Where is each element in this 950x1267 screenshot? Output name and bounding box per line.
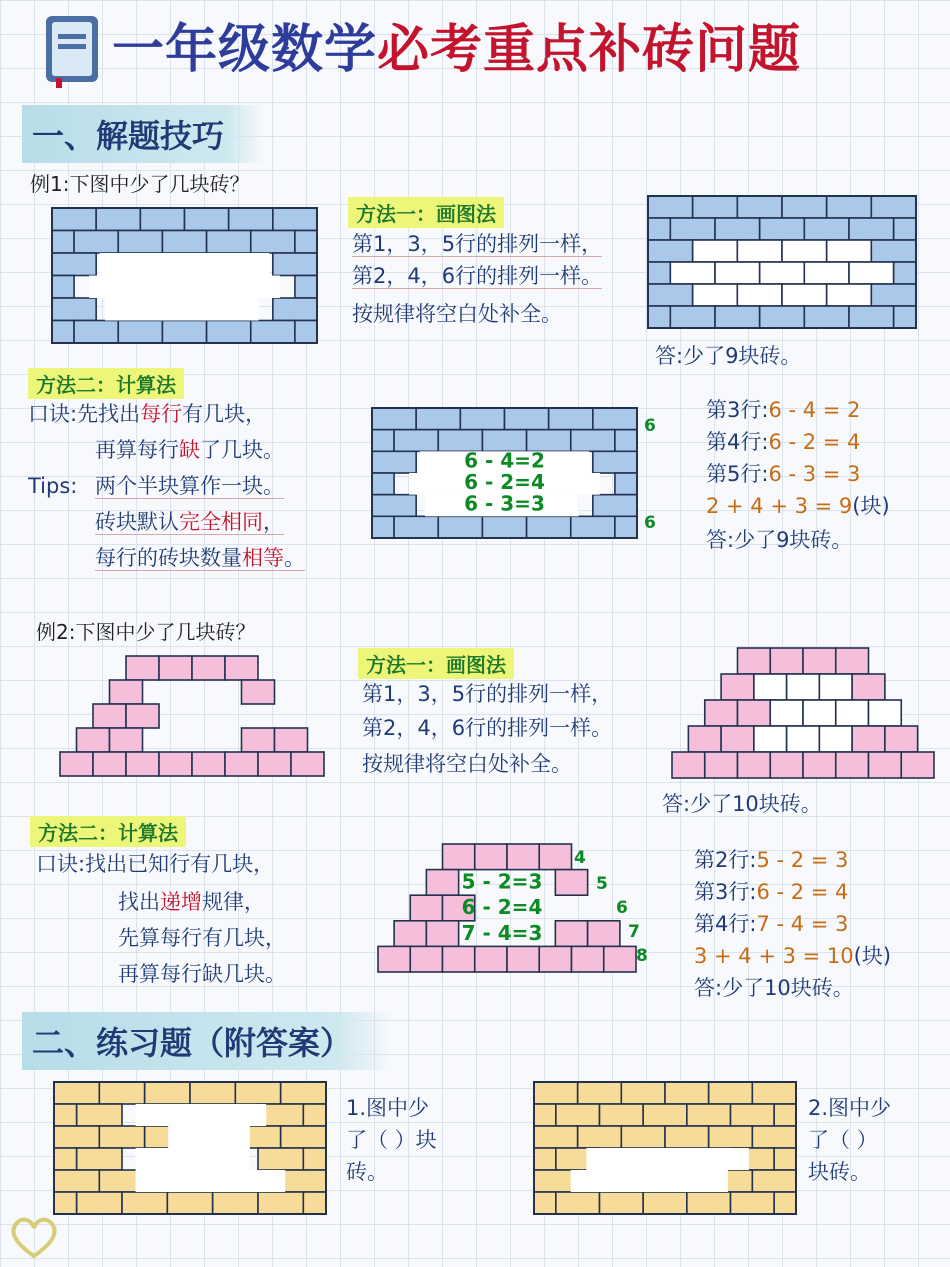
- brick: [804, 306, 849, 328]
- brick: [507, 946, 539, 972]
- brick: [303, 1148, 326, 1170]
- brick: [110, 680, 143, 704]
- practice-1-line-1: 1.图中少: [346, 1096, 430, 1120]
- brick: [621, 1126, 665, 1148]
- brick: [600, 1192, 644, 1214]
- ex2-rule-2: 找出递增规律，: [118, 890, 265, 914]
- ex2-rule-3: 先算每行有几块，: [118, 926, 286, 950]
- brick: [410, 946, 442, 972]
- brick: [258, 1148, 303, 1170]
- example-2-calc-wall: [378, 844, 636, 972]
- brick: [185, 208, 229, 231]
- filled-brick: [737, 240, 782, 262]
- brick: [190, 1082, 235, 1104]
- ex2-calc-2: 第3行:6 - 2 = 4: [694, 880, 849, 904]
- brick: [869, 752, 902, 778]
- brick: [460, 408, 504, 430]
- brick: [555, 870, 587, 896]
- brick: [705, 700, 738, 726]
- brick: [426, 870, 458, 896]
- brick: [672, 752, 705, 778]
- heart-icon: [4, 1212, 64, 1262]
- filled-brick: [836, 700, 869, 726]
- ex1-tip-3: 每行的砖块数量相等。: [95, 546, 305, 570]
- brick: [827, 196, 872, 218]
- brick: [54, 1104, 77, 1126]
- brick: [534, 1126, 578, 1148]
- title-part-2: 必考重点补砖问题: [377, 20, 802, 80]
- brick: [54, 1126, 99, 1148]
- ex2-diagram-equation: 7 - 4=3: [461, 920, 543, 945]
- ex1-diagram-equation: 6 - 2=4: [464, 470, 545, 494]
- brick: [665, 1082, 709, 1104]
- ex1-calc-4: 2 + 4 + 3 = 9(块): [706, 494, 890, 518]
- brick: [372, 430, 394, 452]
- brick: [273, 208, 317, 231]
- brick: [534, 1082, 578, 1104]
- ex1-method2-answer: 答:少了9块砖。: [706, 528, 853, 552]
- brick: [593, 408, 637, 430]
- page-title: [112, 18, 801, 82]
- ex1-rule-2: 再算每行缺了几块。: [95, 438, 284, 462]
- brick: [77, 1192, 122, 1214]
- brick: [52, 321, 74, 344]
- ex2-method2-label: 方法二：计算法: [30, 816, 186, 847]
- brick: [242, 680, 275, 704]
- practice-2-line-1: 2.图中少: [808, 1096, 892, 1120]
- brick: [159, 752, 192, 776]
- brick: [475, 844, 507, 870]
- brick: [715, 306, 760, 328]
- brick: [588, 921, 620, 947]
- example-1-wall: [52, 208, 317, 343]
- brick: [693, 196, 738, 218]
- filled-brick: [715, 262, 760, 284]
- ex1-method1-line-1: [352, 230, 602, 258]
- filled-brick: [693, 284, 738, 306]
- brick: [122, 1192, 167, 1214]
- brick: [715, 218, 760, 240]
- example-1-calc-wall: [372, 408, 637, 538]
- brick: [770, 648, 803, 674]
- brick: [721, 674, 754, 700]
- brick: [871, 284, 916, 306]
- brick: [549, 408, 593, 430]
- ex2-side-number-1: 4: [574, 848, 586, 868]
- brick: [578, 1082, 622, 1104]
- filled-brick: [827, 284, 872, 306]
- brick: [242, 728, 275, 752]
- brick: [251, 321, 295, 344]
- example-2-question: 例2:下图中少了几块砖？: [36, 620, 256, 644]
- wall-hole: [586, 1148, 748, 1170]
- brick: [443, 946, 475, 972]
- brick: [615, 430, 637, 452]
- brick: [295, 321, 317, 344]
- filled-brick: [819, 726, 852, 752]
- brick: [378, 946, 410, 972]
- brick: [295, 276, 317, 299]
- brick: [77, 728, 110, 752]
- ex2-rule-4: 再算每行缺几块。: [118, 962, 286, 986]
- ex2-diagram-equation: 5 - 2=3: [461, 869, 543, 894]
- brick: [852, 674, 885, 700]
- brick: [192, 656, 225, 680]
- brick: [372, 516, 394, 538]
- brick: [207, 321, 251, 344]
- brick: [140, 208, 184, 231]
- brick: [372, 408, 416, 430]
- brick: [901, 752, 934, 778]
- brick: [394, 516, 438, 538]
- wall-hole: [136, 1104, 267, 1126]
- ex1-side-number-bottom: 6: [644, 513, 656, 533]
- brick: [709, 1082, 753, 1104]
- brick: [571, 516, 615, 538]
- ex2-method1-line-1: 第1，3，5行的排列一样，: [362, 682, 613, 706]
- filled-brick: [804, 262, 849, 284]
- brick: [394, 430, 438, 452]
- brick: [752, 1170, 796, 1192]
- brick: [225, 752, 258, 776]
- brick: [709, 1126, 753, 1148]
- brick: [295, 231, 317, 254]
- brick: [670, 218, 715, 240]
- filled-brick: [803, 700, 836, 726]
- brick: [110, 728, 143, 752]
- title-part-1: 一年级数学: [112, 20, 378, 80]
- brick: [60, 752, 93, 776]
- brick: [507, 844, 539, 870]
- brick: [752, 1126, 796, 1148]
- brick: [731, 1104, 775, 1126]
- ex1-method1-label: 方法一：画图法: [348, 197, 504, 228]
- filled-brick: [770, 700, 803, 726]
- brick: [291, 752, 324, 776]
- section-2-heading: 二、练习题（附答案）: [22, 1012, 392, 1070]
- ex2-method1-label: 方法一：画图法: [358, 648, 514, 679]
- brick: [192, 752, 225, 776]
- section-1-heading: 一、解题技巧: [22, 105, 264, 163]
- wall-hole: [136, 1170, 286, 1192]
- example-2-filled-wall: [672, 648, 934, 778]
- filled-brick: [670, 262, 715, 284]
- brick: [760, 218, 805, 240]
- brick: [303, 1192, 326, 1214]
- ex1-side-number-top: 6: [644, 416, 656, 436]
- brick: [273, 298, 317, 321]
- brick: [126, 704, 159, 728]
- brick: [572, 946, 604, 972]
- ex2-calc-1: 第2行:5 - 2 = 3: [694, 848, 849, 872]
- brick: [534, 1148, 556, 1170]
- brick: [738, 700, 771, 726]
- brick: [836, 648, 869, 674]
- brick: [372, 451, 416, 473]
- ex1-method1-text-2: 第2，4，6行的排列一样。: [352, 264, 603, 288]
- brick: [731, 1192, 775, 1214]
- ex2-side-number-3: 6: [616, 898, 628, 918]
- brick: [77, 1104, 122, 1126]
- brick: [251, 231, 295, 254]
- brick: [804, 218, 849, 240]
- brick: [126, 752, 159, 776]
- brick: [539, 946, 571, 972]
- brick: [54, 1148, 77, 1170]
- ex1-diagram-equation: 6 - 3=3: [464, 491, 545, 516]
- ex2-side-number-2: 5: [596, 874, 608, 894]
- ex1-tips-label: Tips:: [28, 474, 78, 498]
- brick: [162, 231, 206, 254]
- ex1-method1-text-1: 第1，3，5行的排列一样，: [352, 232, 603, 256]
- ex1-tip-2: 砖块默认完全相同，: [95, 510, 284, 534]
- brick: [281, 1170, 326, 1192]
- brick: [688, 726, 721, 752]
- practice-1-text: [346, 1092, 437, 1188]
- brick: [648, 218, 670, 240]
- brick: [54, 1192, 77, 1214]
- brick: [738, 648, 771, 674]
- wall-hole: [100, 253, 270, 276]
- brick: [54, 1082, 99, 1104]
- brick: [126, 656, 159, 680]
- ex2-diagram-equation: 6 - 2=4: [461, 895, 543, 920]
- brick: [774, 1148, 796, 1170]
- wall-hole: [89, 276, 280, 299]
- brick: [118, 231, 162, 254]
- brick: [600, 1104, 644, 1126]
- brick: [836, 752, 869, 778]
- filled-brick: [737, 284, 782, 306]
- brick: [475, 946, 507, 972]
- ex2-rule-1: 口诀:找出已知行有几块，: [36, 852, 275, 876]
- brick: [225, 656, 258, 680]
- brick: [281, 1126, 326, 1148]
- ex2-side-number-4: 7: [628, 922, 640, 942]
- brick: [229, 208, 273, 231]
- brick: [99, 1126, 144, 1148]
- brick: [687, 1104, 731, 1126]
- brick: [281, 1082, 326, 1104]
- brick: [258, 752, 291, 776]
- brick: [885, 726, 918, 752]
- brick: [871, 196, 916, 218]
- brick: [556, 1192, 600, 1214]
- brick: [803, 752, 836, 778]
- brick: [803, 648, 836, 674]
- brick: [852, 726, 885, 752]
- ex1-diagram-equation: 6 - 4=2: [464, 448, 545, 473]
- brick: [571, 430, 615, 452]
- notebook-icon: [42, 12, 104, 90]
- ex2-method1-line-3: 按规律将空白处补全。: [362, 752, 572, 776]
- brick: [774, 1104, 796, 1126]
- brick: [593, 451, 637, 473]
- ex1-method2-label: 方法二：计算法: [28, 368, 184, 399]
- brick: [534, 1104, 556, 1126]
- brick: [760, 306, 805, 328]
- brick: [752, 1082, 796, 1104]
- brick: [52, 253, 96, 276]
- brick: [235, 1082, 280, 1104]
- filled-brick: [787, 726, 820, 752]
- brick: [145, 1082, 190, 1104]
- brick: [74, 231, 118, 254]
- brick: [737, 196, 782, 218]
- ex2-calc-4: 3 + 4 + 3 = 10(块): [694, 944, 892, 968]
- wall-hole: [571, 1170, 728, 1192]
- brick: [118, 321, 162, 344]
- brick: [52, 298, 96, 321]
- filled-brick: [819, 674, 852, 700]
- brick: [426, 921, 458, 947]
- brick: [643, 1104, 687, 1126]
- brick: [721, 726, 754, 752]
- brick: [52, 208, 96, 231]
- practice-2-line-2: 了（ ）: [808, 1128, 878, 1152]
- brick: [96, 208, 140, 231]
- brick: [615, 516, 637, 538]
- brick: [849, 218, 894, 240]
- ex2-method1-answer: 答:少了10块砖。: [662, 792, 822, 816]
- filled-brick: [869, 700, 902, 726]
- brick: [482, 516, 526, 538]
- filled-brick: [849, 262, 894, 284]
- brick: [782, 196, 827, 218]
- filled-brick: [782, 284, 827, 306]
- filled-brick: [754, 726, 787, 752]
- ex1-tip-1: [95, 472, 284, 500]
- practice-1-line-2: 了（ ）块: [346, 1128, 437, 1152]
- brick: [894, 218, 916, 240]
- filled-brick: [827, 240, 872, 262]
- brick: [438, 516, 482, 538]
- brick: [643, 1192, 687, 1214]
- brick: [99, 1082, 144, 1104]
- brick: [443, 844, 475, 870]
- brick: [849, 306, 894, 328]
- brick: [670, 306, 715, 328]
- brick: [648, 240, 693, 262]
- ex1-calc-2: 第4行:6 - 2 = 4: [706, 430, 861, 454]
- ex1-calc-1: 第3行:6 - 4 = 2: [706, 398, 861, 422]
- ex2-method2-answer: 答:少了10块砖。: [694, 976, 854, 1000]
- brick: [687, 1192, 731, 1214]
- filled-brick: [760, 262, 805, 284]
- filled-brick: [782, 240, 827, 262]
- brick: [394, 921, 426, 947]
- brick: [648, 196, 693, 218]
- brick: [93, 704, 126, 728]
- brick: [738, 752, 771, 778]
- brick: [894, 262, 916, 284]
- brick: [648, 262, 670, 284]
- ex1-calc-3: 第5行:6 - 3 = 3: [706, 462, 861, 486]
- brick: [665, 1126, 709, 1148]
- brick: [207, 231, 251, 254]
- example-2-wall: [60, 656, 324, 776]
- brick: [770, 752, 803, 778]
- filled-brick: [787, 674, 820, 700]
- wall-hole: [105, 298, 259, 321]
- brick: [159, 656, 192, 680]
- brick: [372, 495, 416, 517]
- brick: [615, 473, 637, 495]
- brick: [774, 1192, 796, 1214]
- ex1-method1-answer: 答:少了9块砖。: [655, 344, 802, 368]
- brick: [871, 240, 916, 262]
- brick: [648, 284, 693, 306]
- brick: [593, 495, 637, 517]
- brick: [578, 1126, 622, 1148]
- brick: [52, 276, 74, 299]
- brick: [372, 473, 394, 495]
- example-1-filled-wall: [648, 196, 916, 328]
- brick: [258, 1192, 303, 1214]
- brick: [77, 1148, 122, 1170]
- brick: [93, 752, 126, 776]
- practice-1-line-3: 砖。: [346, 1160, 388, 1184]
- brick: [213, 1192, 258, 1214]
- brick: [705, 752, 738, 778]
- brick: [604, 946, 636, 972]
- brick: [303, 1104, 326, 1126]
- example-1-question: 例1:下图中少了几块砖？: [30, 172, 250, 196]
- practice-1-wall: [54, 1082, 326, 1214]
- ex1-method1-line-3: 按规律将空白处补全。: [352, 302, 562, 326]
- practice-2-text: [808, 1092, 891, 1188]
- brick: [52, 231, 74, 254]
- brick: [539, 844, 571, 870]
- ex2-calc-3: 第4行:7 - 4 = 3: [694, 912, 849, 936]
- ex2-side-number-5: 8: [636, 946, 648, 966]
- brick: [527, 516, 571, 538]
- brick: [505, 408, 549, 430]
- brick: [74, 321, 118, 344]
- brick: [167, 1192, 212, 1214]
- brick: [621, 1082, 665, 1104]
- ex1-method1-line-2: [352, 262, 602, 290]
- filled-brick: [754, 674, 787, 700]
- brick: [273, 253, 317, 276]
- filled-brick: [693, 240, 738, 262]
- practice-2-wall: [534, 1082, 796, 1214]
- brick: [534, 1192, 556, 1214]
- brick: [162, 321, 206, 344]
- brick: [555, 921, 587, 947]
- brick: [648, 306, 670, 328]
- wall-hole: [168, 1126, 250, 1148]
- wall-hole: [136, 1148, 250, 1170]
- brick: [410, 895, 442, 921]
- ex2-method1-line-2: 第2，4，6行的排列一样。: [362, 716, 613, 740]
- brick: [275, 728, 308, 752]
- ex1-tip-1-text: 两个半块算作一块。: [95, 474, 284, 498]
- brick: [556, 1104, 600, 1126]
- practice-2-line-3: 块砖。: [808, 1160, 871, 1184]
- ex1-rule-1: 口诀:先找出每行有几块，: [28, 402, 267, 426]
- brick: [54, 1170, 99, 1192]
- brick: [894, 306, 916, 328]
- brick: [416, 408, 460, 430]
